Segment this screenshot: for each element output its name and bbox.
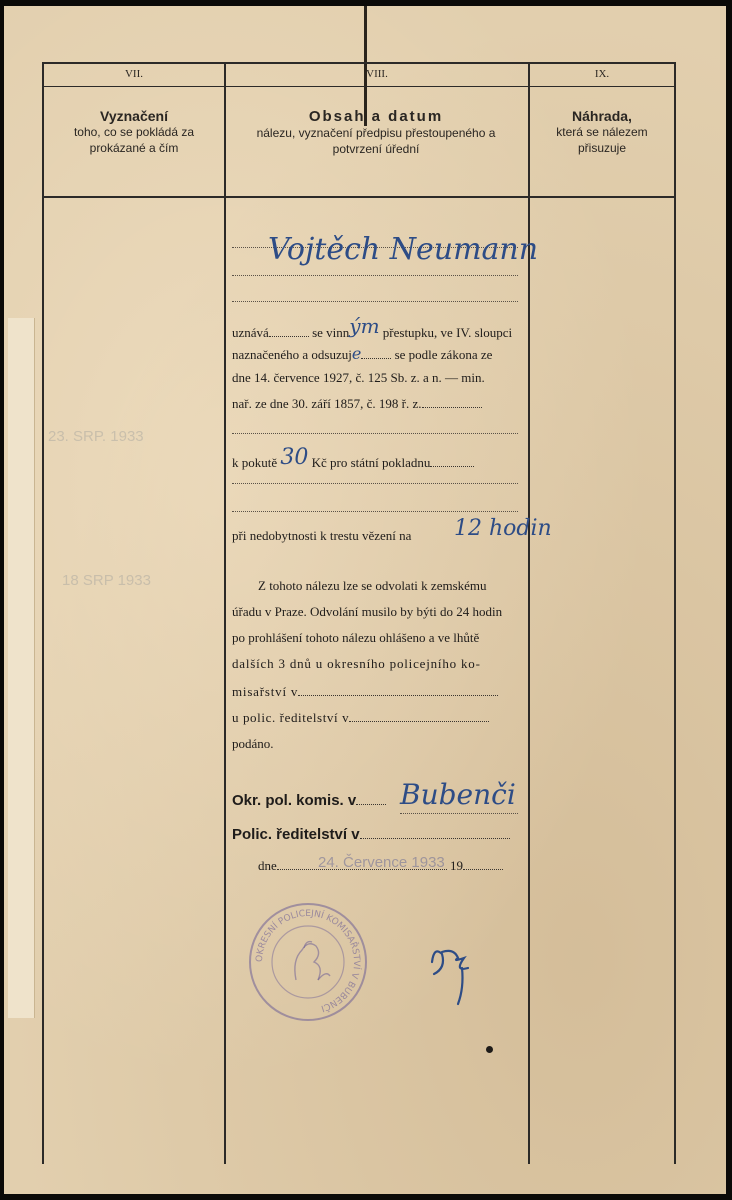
column-header-9 (544, 108, 660, 156)
seal-ring-text: OKRESNÍ POLICEJNÍ KOMISAŘSTVÍ V BUBENČI (254, 908, 362, 1013)
column-subtitle-9: která se nálezem přisuzuje (556, 125, 648, 155)
dotted-line (232, 274, 518, 276)
column-title-8: Obsah a datum (308, 108, 444, 125)
prison-term-handwritten: 12 hodin (454, 516, 552, 541)
date-stamp: 24. Července 1933 (318, 854, 445, 871)
appeal-line-1: Z tohoto nálezu lze se odvolati k zemskému (258, 578, 487, 593)
appeal-line-3: po prohlášení tohoto nálezu ohlášeno a ve lhůtě (232, 630, 480, 645)
column-subtitle-8: nálezu, vyznačení předpisu přestoupeného a potvrzení úřední (256, 126, 496, 156)
header-bottom-rule (44, 196, 674, 198)
dotted-line (232, 482, 518, 484)
ink-dot (486, 1046, 493, 1053)
verdict-text-prestupku: přestupku, ve IV. sloupci (382, 325, 513, 340)
column-header-8 (240, 108, 512, 157)
bleed-through-date-1: 23. SRP. 1933 (48, 428, 144, 445)
defendant-name-handwritten: Vojtěch Neumann (268, 232, 539, 267)
verdict-line-3: dne 14. července 1927, č. 125 Sb. z. a n. — min. (232, 370, 485, 385)
fine-line (232, 445, 474, 473)
column-divider-2 (528, 64, 530, 1164)
appeal-text-reditelstvi: u polic. ředitelství v (232, 710, 350, 725)
appeal-line-6 (232, 710, 489, 726)
verdict-line-2 (232, 344, 492, 363)
dotted-line (232, 300, 518, 302)
column-number-8: VIII. (366, 68, 388, 80)
bleed-through-date-2: 18 SRP 1933 (62, 572, 151, 589)
dotted-line (232, 510, 518, 512)
handwritten-suffix-2: e (351, 344, 362, 363)
column-divider-1 (224, 64, 226, 1164)
prison-line (232, 528, 411, 544)
date-year-prefix: 19 (450, 858, 464, 873)
appeal-line-4: dalších 3 dnů u okresního policejního ko- (232, 656, 481, 671)
column-title-7: Vyznačení (100, 108, 168, 124)
verdict-word-vinn: se vinn (312, 325, 350, 340)
column-header-7 (54, 108, 214, 156)
fine-label: k pokutě (232, 455, 278, 470)
appeal-text-misarstvi: misařství v (232, 684, 299, 699)
appeal-line-2: úřadu v Praze. Odvolání musilo by býti do 24 hodin (232, 604, 503, 619)
column-subtitle-7: toho, co se pokládá za prokázané a čím (73, 125, 195, 155)
prison-label: při nedobytnosti k trestu vězení na (232, 528, 412, 543)
office-place-handwritten: Bubenči (400, 778, 516, 811)
column-number-9: IX. (594, 68, 610, 80)
lion-emblem-icon (295, 942, 330, 980)
appeal-line-5 (232, 684, 498, 700)
header-divider (44, 86, 674, 87)
fine-suffix: Kč pro státní pokladnu (311, 455, 431, 470)
dotted-line (400, 812, 518, 814)
paper-strip (8, 318, 35, 1018)
signature (424, 928, 488, 1010)
official-seal (246, 900, 370, 1024)
verdict-text-zakona: se podle zákona ze (394, 347, 493, 362)
office-label: Okr. pol. komis. v (232, 792, 357, 809)
column-title-9: Náhrada, (572, 108, 632, 124)
appeal-line-7: podáno. (232, 736, 274, 751)
handwritten-suffix-1: ým (349, 314, 380, 338)
verdict-text-narizeni: nař. ze dne 30. září 1857, č. 198 ř. z. (232, 396, 422, 411)
police-line (232, 826, 510, 843)
verdict-word-uznava: uznává (232, 325, 269, 340)
dotted-line (232, 432, 518, 434)
column-number-7: VII. (124, 68, 144, 80)
fine-amount-handwritten: 30 (280, 445, 309, 470)
police-label: Polic. ředitelství v (232, 826, 360, 843)
date-label: dne (258, 858, 277, 873)
verdict-text-odsuzuj: naznačeného a odsuzuj (232, 347, 352, 362)
verdict-line-1 (232, 314, 513, 342)
office-line (232, 792, 386, 809)
verdict-line-4 (232, 396, 482, 412)
